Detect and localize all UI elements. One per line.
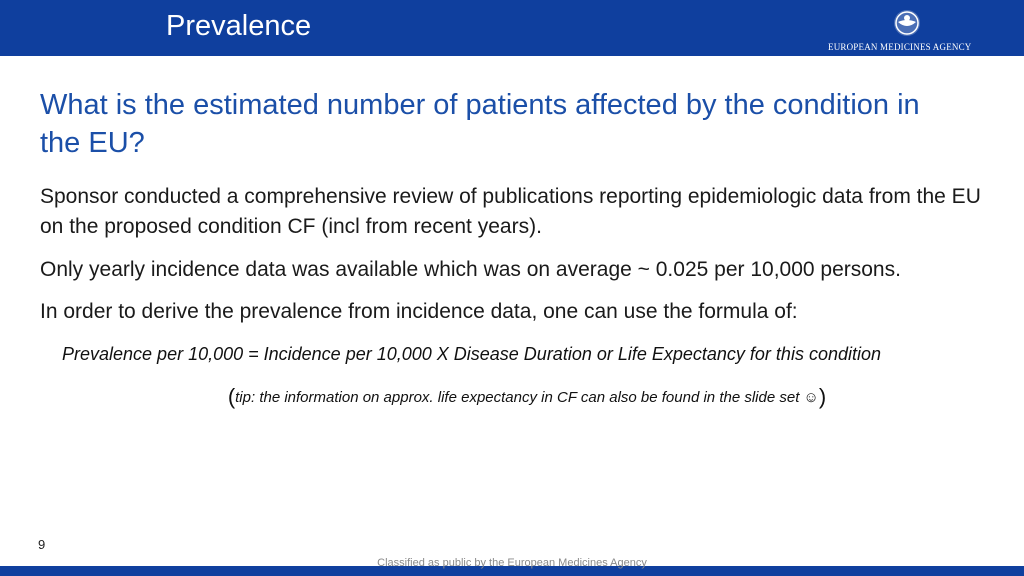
- prevalence-formula: Prevalence per 10,000 = Incidence per 10,000 X Disease Duration or Life Expectancy for this condition: [62, 344, 881, 364]
- paragraph-incidence: Only yearly incidence data was available which was on average ~ 0.025 per 10,000 persons.: [40, 258, 901, 281]
- classification-label: Classified as public by the European Medicines Agency: [377, 557, 647, 569]
- slide-question: What is the estimated number of patients affected by the condition in the EU?: [40, 89, 920, 159]
- ema-logo-icon: [892, 8, 922, 38]
- tip-open-paren: (: [227, 384, 236, 409]
- slide-title: Prevalence: [166, 10, 312, 42]
- tip-close-paren: ): [818, 384, 827, 409]
- header-bar: [0, 0, 1024, 56]
- tip-note: [0, 383, 1024, 412]
- tip-text: tip: the information on approx. life expectancy in CF can also be found in the slide set ☺: [235, 389, 819, 406]
- paragraph-review: Sponsor conducted a comprehensive review of publications reporting epidemiologic data from the EU on the proposed condition CF (incl from recent years).: [40, 185, 981, 238]
- paragraph-formula-intro: In order to derive the prevalence from incidence data, one can use the formula of:: [40, 300, 798, 323]
- logo-text: EUROPEAN MEDICINES AGENCY: [828, 42, 972, 52]
- page-number: 9: [38, 537, 46, 552]
